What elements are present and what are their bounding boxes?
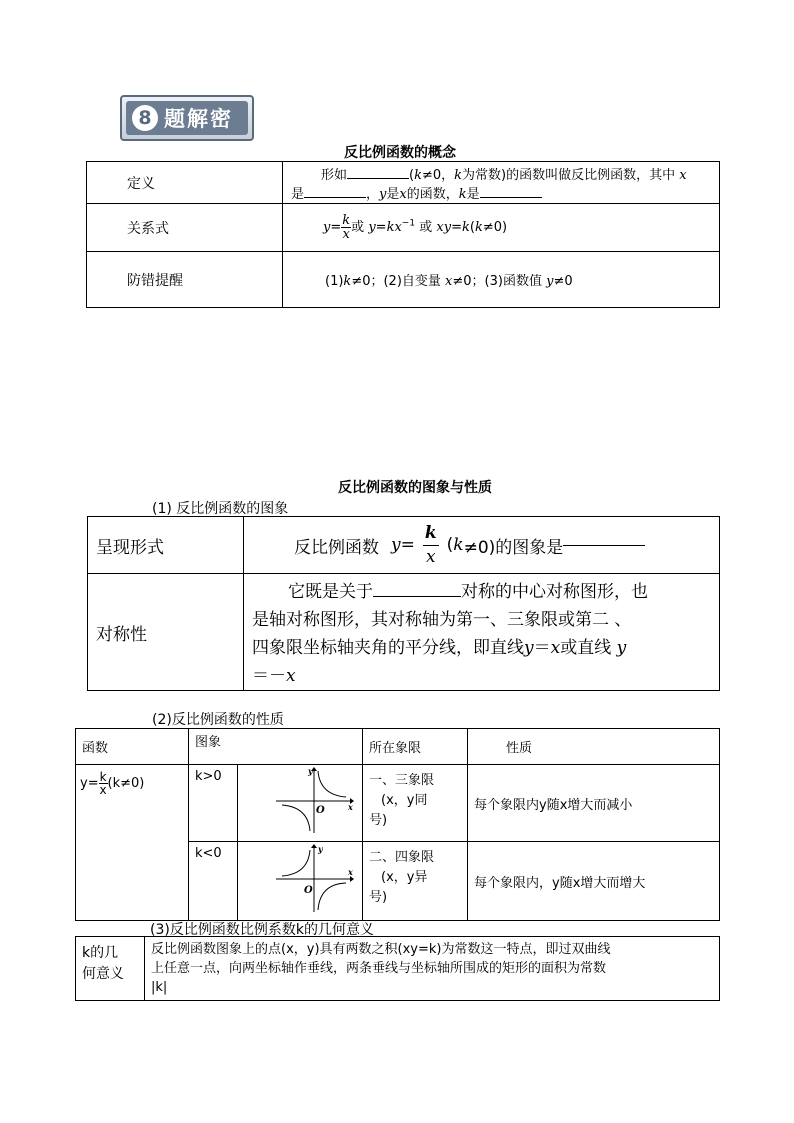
section3-subtitle: (2)反比例函数的性质 [152, 712, 284, 728]
header-graph: 图象 [189, 729, 363, 765]
geometric-meaning-table [75, 936, 720, 1001]
relation-fraction: $\frac{k}{x}$ [342, 213, 351, 242]
symmetry-content: 它既是关于 对称的中心对称图形，也 是轴对称图形，其对称轴为第一、三象限或第二 、 四象限坐标轴夹角的平分线，即直线y＝x或直线 y ＝－x [244, 574, 720, 691]
x-axis-label: x [348, 867, 353, 877]
property-negative: 每个象限内，y随x增大而增大 [468, 842, 720, 921]
y-axis-label: y [318, 844, 323, 854]
definition-blank-1 [347, 178, 409, 179]
cond-negative: k<0 [189, 842, 238, 921]
section2-title: 反比例函数的图象与性质 [338, 480, 492, 496]
concept-table [86, 161, 720, 308]
badge-inner [126, 101, 248, 135]
definition-label: 定义 [87, 162, 283, 204]
function-cell: y= $\frac{k}{x}$ (k≠0) [76, 765, 189, 921]
curve-quadrant-3 [282, 805, 310, 831]
header-function: 函数 [76, 729, 189, 765]
form-content: 反比例函数 y = $\frac{k}{x}$ ( k ≠0)的图象是 [244, 517, 720, 574]
definition-content: 形如 (k≠0，k为常数)的函数叫做反比例函数，其中 x 是 ，y是x的函数，k是 [283, 162, 720, 204]
x-axis-label: x [348, 802, 353, 812]
curve-quadrant-4 [318, 883, 346, 910]
badge-title: 题解密 [164, 107, 233, 131]
graph-positive [238, 765, 363, 842]
section2-subtitle: (1) 反比例函数的图象 [152, 501, 289, 517]
definition-blank-2 [304, 197, 366, 198]
curve-quadrant-1 [318, 771, 346, 797]
section1-title: 反比例函数的概念 [344, 145, 456, 161]
property-positive: 每个象限内y随x增大而减小 [468, 765, 720, 842]
badge-number-icon: 8 [132, 105, 158, 131]
graph-table [87, 516, 720, 691]
y-axis-arrow [311, 844, 317, 848]
quadrant-negative: 二、四象限 (x，y异 号) [363, 842, 468, 921]
section4-subtitle: (3)反比例函数比例系数k的几何意义 [150, 922, 374, 938]
origin-label: O [316, 805, 325, 816]
quadrant-positive: 一、三象限 (x，y同 号) [363, 765, 468, 842]
header-quadrant: 所在象限 [363, 729, 468, 765]
function-fraction: $\frac{k}{x}$ [99, 770, 107, 797]
curve-quadrant-2 [282, 850, 310, 876]
hyperbola-negative-graph [238, 842, 362, 916]
graph-negative [238, 842, 363, 921]
symmetry-label: 对称性 [88, 574, 244, 691]
property-table [75, 728, 720, 921]
warning-content: (1)k≠0；(2)自变量 x≠0；(3)函数值 y≠0 [283, 252, 720, 308]
form-blank [563, 545, 645, 546]
definition-blank-3 [480, 197, 542, 198]
header-property: 性质 [468, 729, 720, 765]
relation-content: y= $\frac{k}{x}$ 或 $y=kx^{-1}$ 或 xy=k(k≠0) [283, 204, 720, 252]
origin-label: O [304, 885, 313, 896]
form-fraction: $\frac{k}{x}$ [424, 522, 437, 567]
cond-positive: k>0 [189, 765, 238, 842]
symmetry-blank [373, 596, 461, 597]
relation-label: 关系式 [87, 204, 283, 252]
warning-label: 防错提醒 [87, 252, 283, 308]
section-badge [120, 95, 254, 141]
geometric-label: k的几 何意义 [76, 937, 145, 1001]
y-axis-label: y [308, 766, 313, 776]
geometric-content: 反比例函数图象上的点(x，y)具有两数之积(xy=k)为常数这一特点，即过双曲线 上任意一点，向两坐标轴作垂线，两条垂线与坐标轴所围成的矩形的面积为常数 |k| [145, 937, 720, 1001]
hyperbola-positive-graph [238, 765, 362, 837]
form-label: 呈现形式 [88, 517, 244, 574]
